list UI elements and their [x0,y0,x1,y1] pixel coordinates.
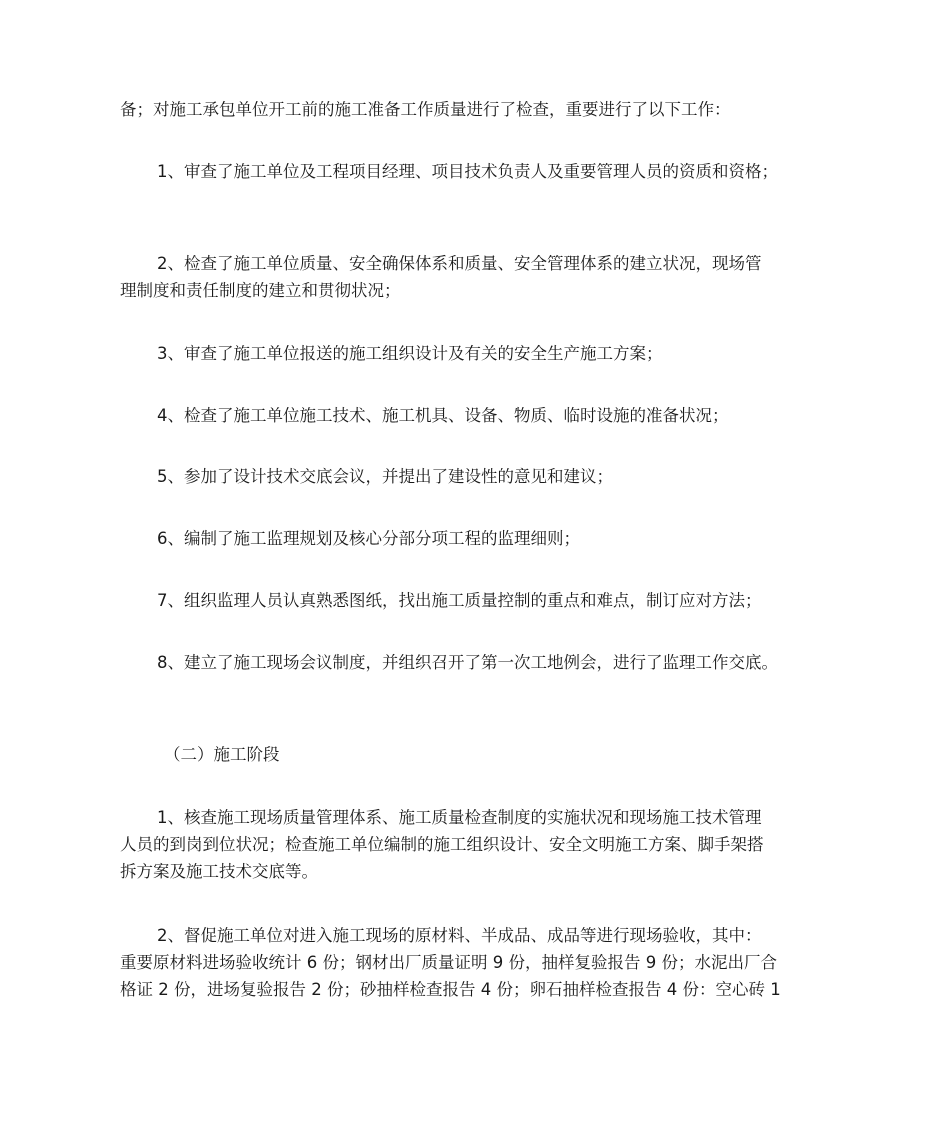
construction-item-2-cont-2: 格证 2 份，进场复验报告 2 份；砂抽样检查报告 4 份；卵石抽样检查报告 4 份：空心砖 1 [120,980,781,999]
prep-item-7: 7、组织监理人员认真熟悉图纸，找出施工质量控制的重点和难点，制订应对方法； [157,591,762,610]
prep-item-4: 4、检查了施工单位施工技术、施工机具、设备、物质、临时设施的准备状况； [157,406,729,425]
prep-item-3: 3、审查了施工单位报送的施工组织设计及有关的安全生产施工方案； [157,344,663,363]
prep-item-8: 8、建立了施工现场会议制度，并组织召开了第一次工地例会，进行了监理工作交底。 [157,653,778,672]
prep-item-6: 6、编制了施工监理规划及核心分部分项工程的监理细则； [157,529,580,548]
prep-item-1: 1、审查了施工单位及工程项目经理、项目技术负责人及重要管理人员的资质和资格； [157,162,778,181]
construction-item-1-cont-1: 人员的到岗到位状况；检查施工单位编制的施工组织设计、安全文明施工方案、脚手架搭 [120,835,764,854]
construction-item-1-cont-2: 拆方案及施工技术交底等。 [120,862,318,881]
intro-paragraph: 备；对施工承包单位开工前的施工准备工作质量进行了检查，重要进行了以下工作： [120,100,731,119]
prep-item-5: 5、参加了设计技术交底会议，并提出了建设性的意见和建议； [157,467,613,486]
construction-item-1: 1、核查施工现场质量管理体系、施工质量检查制度的实施状况和现场施工技术管理 [157,808,762,827]
prep-item-2: 2、检查了施工单位质量、安全确保体系和质量、安全管理体系的建立状况，现场管 [157,254,762,273]
prep-item-2-cont: 理制度和责任制度的建立和贯彻状况； [120,281,401,300]
construction-item-2: 2、督促施工单位对进入施工现场的原材料、半成品、成品等进行现场验收，其中： [157,926,762,945]
construction-item-2-cont-1: 重要原材料进场验收统计 6 份；钢材出厂质量证明 9 份，抽样复验报告 9 份；水泥出厂合 [120,953,777,972]
section-heading: （二）施工阶段 [164,745,280,764]
